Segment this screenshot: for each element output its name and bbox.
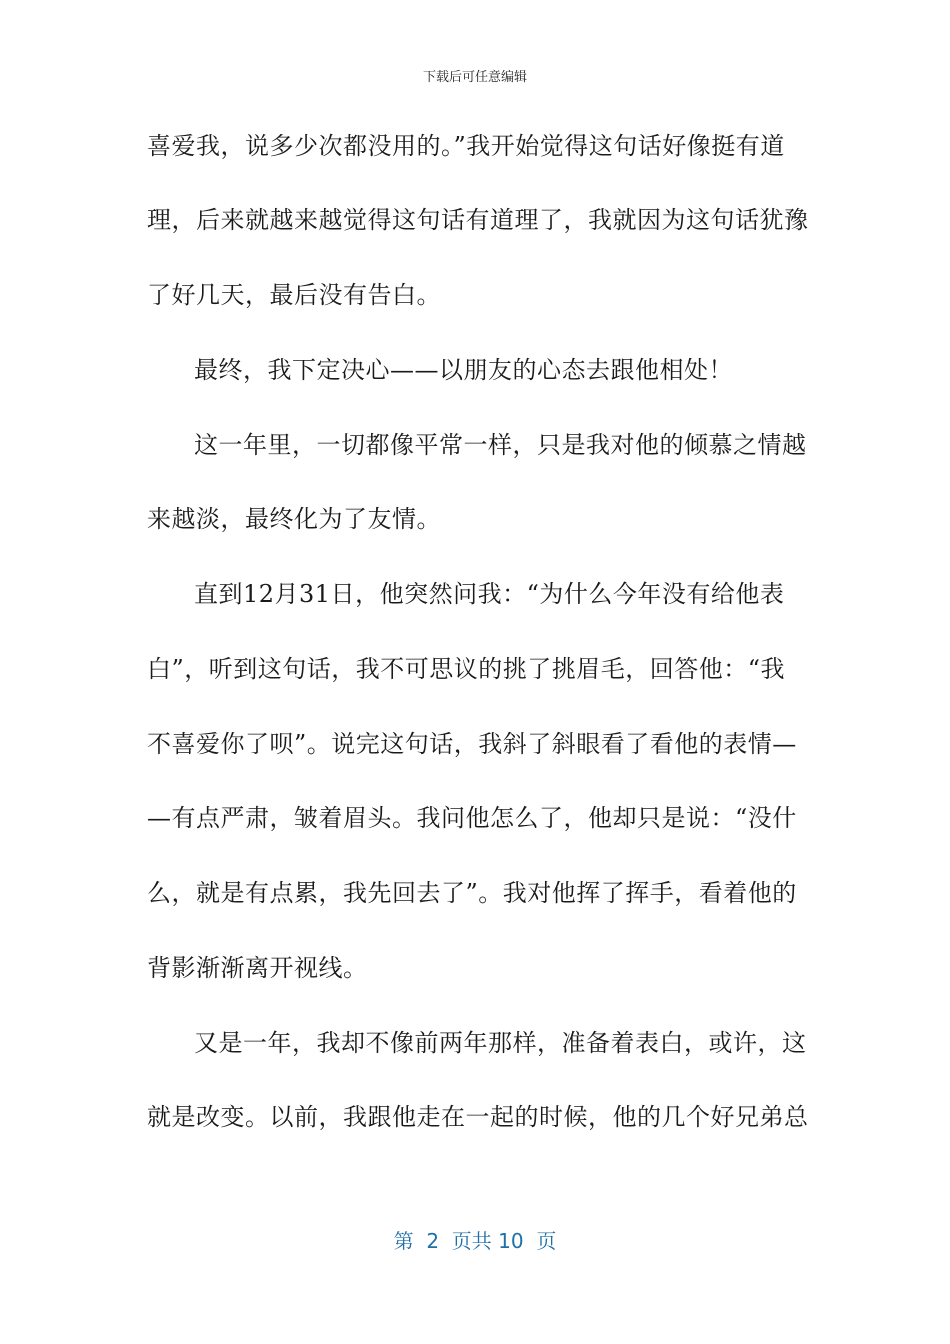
text-line-8: 白”，听到这句话，我不可思议的挑了挑眉毛，回答他：“我 — [147, 655, 786, 683]
page-footer: 第 2 页共 10 页 — [393, 1229, 557, 1253]
text-line-7: 直到12月31日，他突然问我：“为什么今年没有给他表 — [194, 580, 785, 608]
text-line-11: 么，就是有点累，我先回去了”。我对他挥了挥手，看着他的 — [147, 879, 797, 907]
text-line-14: 就是改变。以前，我跟他走在一起的时候，他的几个好兄弟总 — [147, 1103, 809, 1131]
text-line-5: 这一年里，一切都像平常一样，只是我对他的倾慕之情越 — [194, 431, 807, 459]
text-line-3: 了好几天，最后没有告白。 — [147, 281, 441, 309]
text-line-6: 来越淡，最终化为了友情。 — [147, 505, 441, 533]
text-line-9: 不喜爱你了呗”。说完这句话，我斜了斜眼看了看他的表情— — [147, 730, 797, 758]
text-line-10: —有点严肃，皱着眉头。我问他怎么了，他却只是说：“没什 — [147, 804, 797, 832]
text-line-2: 理，后来就越来越觉得这句话有道理了，我就因为这句话犹豫 — [147, 206, 809, 234]
text-line-13: 又是一年，我却不像前两年那样，准备着表白，或许，这 — [194, 1029, 807, 1057]
page-header: 下载后可任意编辑 — [422, 70, 527, 85]
text-line-1: 喜爱我，说多少次都没用的。”我开始觉得这句话好像挺有道 — [147, 132, 785, 160]
text-line-12: 背影渐渐离开视线。 — [147, 954, 368, 982]
text-line-4: 最终，我下定决心——以朋友的心态去跟他相处！ — [194, 356, 733, 384]
